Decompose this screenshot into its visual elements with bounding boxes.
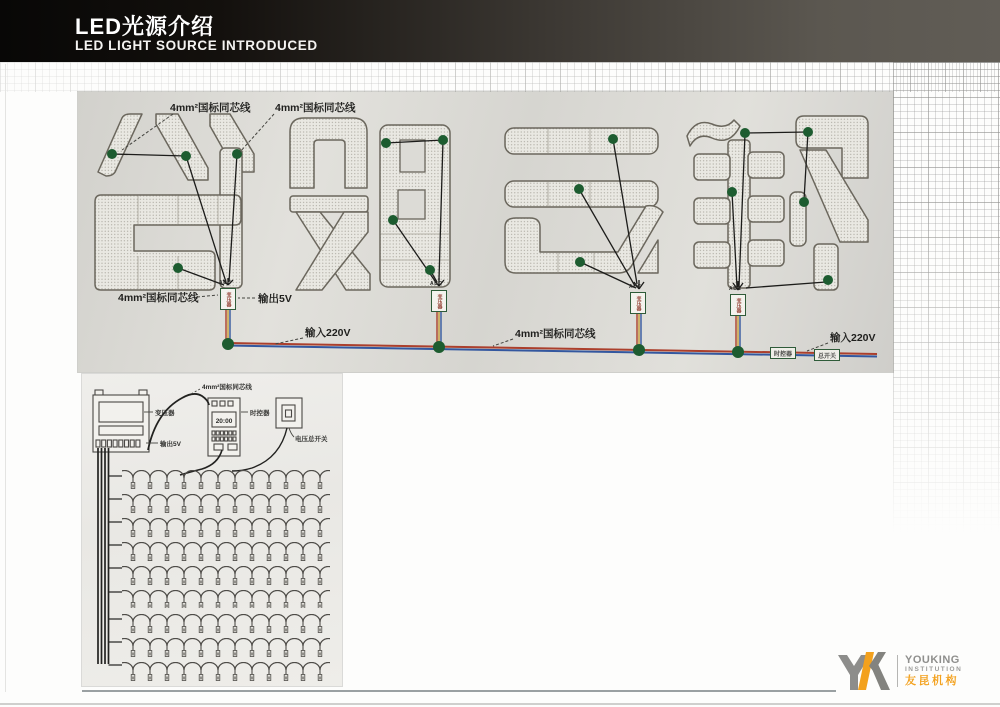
transformer-label: 变压器 bbox=[735, 297, 742, 313]
led-string-rows bbox=[122, 468, 330, 681]
label-coax-bottom-left: 4mm²国标同芯线 bbox=[118, 292, 199, 304]
logo-text-block bbox=[897, 655, 962, 687]
page-bottom-rule bbox=[0, 703, 1000, 705]
page-left-rule bbox=[5, 64, 6, 692]
label-coax-mainline: 4mm²国标同芯线 bbox=[515, 328, 596, 340]
timer-controller-box: 时控器 bbox=[770, 347, 796, 359]
main-switch-box: 总开关 bbox=[814, 349, 840, 361]
timer-display: 20:00 bbox=[215, 418, 233, 425]
terminal-abc-1: ABC bbox=[219, 280, 232, 286]
terminal-abc-2: ABC bbox=[430, 281, 443, 287]
page-title: LED光源介绍 bbox=[75, 14, 215, 39]
led-module-string-photo bbox=[82, 374, 342, 686]
label-input-220v-right: 输入220V bbox=[830, 332, 876, 344]
label-coax: 4mm²国标同芯线 bbox=[202, 384, 252, 391]
terminal-abc-4: ABC bbox=[729, 286, 742, 292]
transformer-box-2 bbox=[431, 290, 447, 312]
logo-name: YOUKING bbox=[905, 653, 960, 666]
graph-paper-grid-right bbox=[893, 62, 1000, 532]
label-output-5v: 输出5V bbox=[258, 293, 292, 305]
transformer-box-1 bbox=[220, 288, 236, 310]
footer-rule bbox=[82, 690, 836, 692]
logo-chinese-name: 友昆机构 bbox=[905, 675, 959, 688]
terminal-abc-3: ABC bbox=[629, 284, 642, 290]
module-diagram bbox=[82, 374, 342, 686]
youking-logo bbox=[836, 652, 962, 690]
timer-device bbox=[208, 398, 240, 456]
header-band bbox=[0, 0, 1000, 62]
label-master-switch: 电压总开关 bbox=[295, 436, 328, 443]
label-input-220v-left: 输入220V bbox=[305, 327, 351, 339]
label-transformer: 变压器 bbox=[155, 410, 175, 417]
letter-shapes bbox=[95, 114, 868, 290]
transformer-label: 变压器 bbox=[436, 293, 443, 309]
logo-subname: INSTITUTION bbox=[905, 666, 963, 674]
page-subtitle: LED LIGHT SOURCE INTRODUCED bbox=[75, 38, 318, 53]
wiring-diagram bbox=[78, 92, 893, 372]
label-timer: 时控器 bbox=[250, 410, 270, 417]
transformer-box-3 bbox=[630, 292, 646, 314]
label-output-5v: 输出5V bbox=[160, 441, 181, 448]
youking-logo-mark bbox=[836, 652, 890, 690]
wall-switch-device bbox=[276, 398, 302, 428]
label-coax-top-2: 4mm²国标同芯线 bbox=[275, 102, 356, 114]
transformer-label: 变压器 bbox=[635, 295, 642, 311]
graph-paper-grid-top bbox=[0, 62, 1000, 92]
transformer-label: 变压器 bbox=[225, 291, 232, 307]
label-coax-top-1: 4mm²国标同芯线 bbox=[170, 102, 251, 114]
transformer-device bbox=[93, 390, 149, 452]
transformer-box-4 bbox=[730, 294, 746, 316]
channel-letter-wiring-photo bbox=[78, 92, 893, 372]
